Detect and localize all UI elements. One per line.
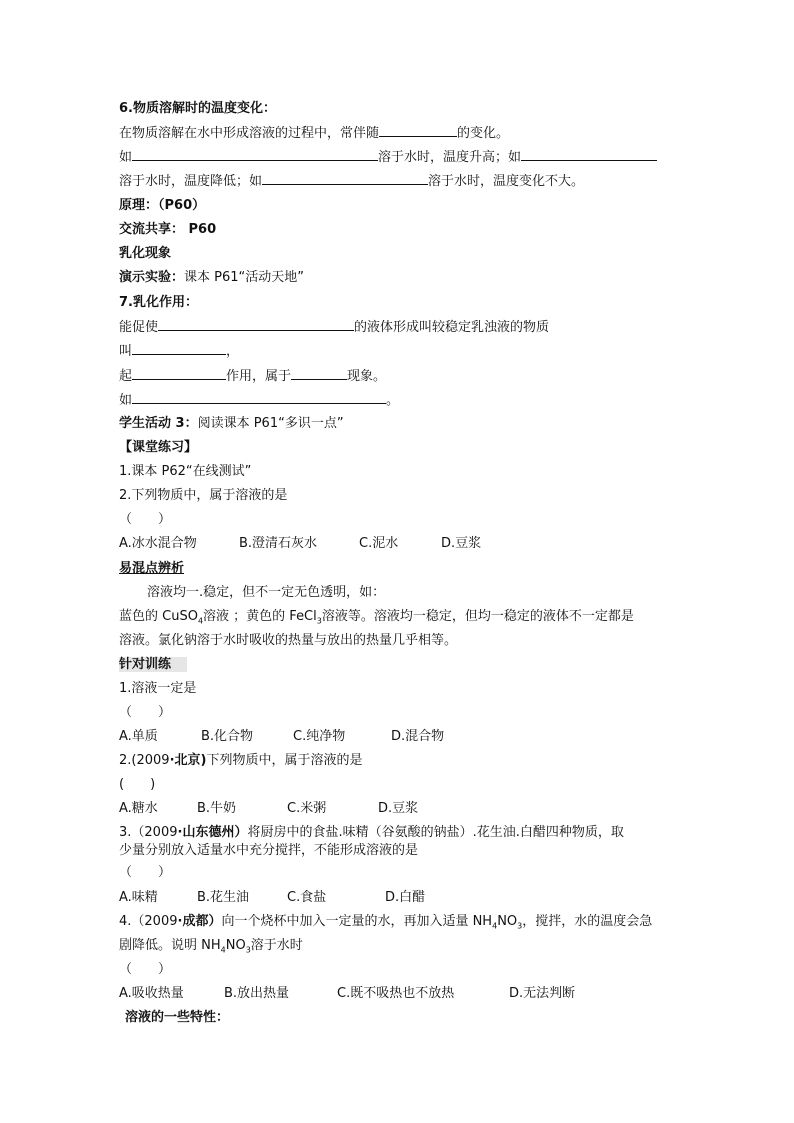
- blank-2[interactable]: [132, 148, 378, 161]
- s7-line-2: [119, 342, 239, 361]
- s6-line-1: [119, 124, 509, 143]
- training-q4: [119, 913, 652, 936]
- option-c[interactable]: C.纯净物: [293, 729, 346, 744]
- option-a[interactable]: A.冰水混合物: [119, 536, 197, 551]
- practice-q1: 1.课本 P62“在线测试”: [119, 464, 252, 479]
- option-b[interactable]: B.花生油: [197, 890, 250, 905]
- ruhua-heading: 乳化现象: [119, 246, 172, 261]
- text: 3.（2009: [119, 825, 178, 840]
- text: 溶于水时，温度变化不大。: [428, 174, 585, 189]
- text: 溶液 ；黄色的 FeCl: [203, 609, 317, 624]
- option-a[interactable]: A.味精: [119, 890, 158, 905]
- sub: 4: [492, 921, 498, 931]
- text: 课本 P61“活动天地”: [184, 270, 304, 285]
- training-q3-paren: （ ）: [119, 865, 172, 880]
- training-q4-options: [119, 985, 575, 1003]
- training-q2-options: [119, 800, 418, 818]
- training-heading: [119, 656, 187, 674]
- text: 溶液等。溶液均一稳定，但均一稳定的液体不一定都是: [321, 609, 634, 624]
- text: 叫: [119, 344, 133, 359]
- option-b[interactable]: B.牛奶: [197, 801, 237, 816]
- label: 演示实验：: [119, 270, 185, 285]
- confuse-p1: 溶液均一.稳定，但不一定无色透明，如：: [147, 585, 386, 600]
- practice-q2-options: [119, 535, 481, 553]
- training-q1-options: [119, 728, 444, 746]
- sub: 4: [220, 945, 226, 955]
- text: 下列物质中，属于溶液的是: [206, 753, 363, 768]
- text: ，: [226, 344, 240, 359]
- text: 作用，属于: [226, 369, 292, 384]
- label: 学生活动 3：: [119, 416, 198, 431]
- s7-line-4: [119, 391, 399, 410]
- blank-4[interactable]: [262, 172, 428, 185]
- text: 能促使: [119, 320, 159, 335]
- section-6-title: 6.物质溶解时的温度变化：: [119, 101, 276, 116]
- blank-1[interactable]: [379, 124, 457, 137]
- s7-line-3: [119, 367, 386, 386]
- blank-6[interactable]: [132, 342, 226, 355]
- sub: 4: [197, 616, 204, 626]
- s6-line-2: [119, 148, 657, 167]
- text: 溶于水时，温度降低；如: [119, 174, 263, 189]
- option-a[interactable]: A.吸收热量: [119, 986, 184, 1001]
- text: 如: [119, 393, 133, 408]
- source: ·北京): [169, 753, 207, 768]
- blank-3[interactable]: [521, 148, 657, 161]
- practice-q2: 2.下列物质中，属于溶液的是: [119, 488, 288, 503]
- option-d[interactable]: D.无法判断: [509, 986, 576, 1001]
- training-q4-line2: [119, 937, 303, 960]
- s7-line-1: [119, 318, 549, 337]
- heading-text: 针对训练: [119, 657, 187, 672]
- student-activity: [119, 415, 344, 433]
- text: 剧降低。说明 NH: [119, 938, 221, 953]
- training-q2: [119, 752, 362, 770]
- text: ，搅拌，水的温度会急: [522, 914, 653, 929]
- training-q2-paren: ( ): [119, 777, 156, 792]
- training-q1: 1.溶液一定是: [119, 681, 197, 696]
- yuanli: 原理：（P60）: [119, 198, 206, 213]
- text: 的变化。: [457, 126, 510, 141]
- blank-5[interactable]: [158, 318, 354, 331]
- option-c[interactable]: C.食盐: [287, 890, 327, 905]
- option-b[interactable]: B.化合物: [201, 729, 254, 744]
- yanshi: [119, 269, 304, 287]
- training-q3-options: [119, 889, 425, 907]
- option-d[interactable]: D.白醋: [385, 890, 426, 905]
- practice-heading: 【课堂练习】: [119, 440, 198, 455]
- blank-9[interactable]: [132, 391, 386, 404]
- text: 现象。: [347, 369, 387, 384]
- text: 蓝色的 CuSO: [119, 609, 198, 624]
- training-q3-line2: 少量分别放入适量水中充分搅拌，不能形成溶液的是: [119, 843, 419, 858]
- option-c[interactable]: C.泥水: [359, 536, 399, 551]
- training-q3: [119, 824, 624, 842]
- text: 2.(2009: [119, 753, 170, 768]
- blank-8[interactable]: [291, 367, 347, 380]
- confuse-p2: [119, 608, 634, 631]
- sub: 3: [316, 616, 322, 626]
- blank-7[interactable]: [132, 367, 226, 380]
- option-b[interactable]: B.澄清石灰水: [239, 536, 318, 551]
- text: NO: [225, 938, 246, 953]
- section-7-title: 7.乳化作用：: [119, 295, 198, 310]
- text: 溶于水时: [250, 938, 303, 953]
- option-a[interactable]: A.糖水: [119, 801, 158, 816]
- option-a[interactable]: A.单质: [119, 729, 158, 744]
- training-q1-paren: （ ）: [119, 705, 172, 720]
- option-d[interactable]: D.豆浆: [378, 801, 419, 816]
- text: 向一个烧杯中加入一定量的水，再加入适量 NH: [221, 914, 493, 929]
- text: NO: [497, 914, 518, 929]
- practice-q2-paren: （ ）: [119, 512, 172, 527]
- text: 溶于水时，温度升高；如: [378, 150, 522, 165]
- option-c[interactable]: C.既不吸热也不放热: [337, 986, 455, 1001]
- s6-line-3: [119, 172, 584, 191]
- text: 起: [119, 369, 133, 384]
- text: 4.（2009: [119, 914, 178, 929]
- source: ·成都）: [177, 914, 222, 929]
- text: 将厨房中的食盐.味精（谷氨酸的钠盐）.花生油.白醋四种物质，取: [247, 825, 624, 840]
- text: 如: [119, 150, 133, 165]
- confuse-heading: 易混点辨析: [119, 561, 185, 576]
- text: 。: [386, 393, 400, 408]
- solution-properties-heading: 溶液的一些特性：: [125, 1010, 230, 1025]
- training-q4-paren: （ ）: [119, 962, 172, 977]
- sub: 3: [517, 921, 523, 931]
- sub: 3: [245, 945, 251, 955]
- text: 阅读课本 P61“多识一点”: [197, 416, 344, 431]
- option-d[interactable]: D.混合物: [391, 729, 445, 744]
- jiaoliu: 交流共享： P60: [119, 222, 217, 237]
- option-d[interactable]: D.豆浆: [441, 536, 482, 551]
- text: 在物质溶解在水中形成溶液的过程中，常伴随: [119, 126, 380, 141]
- confuse-p3: 溶液。氯化钠溶于水时吸收的热量与放出的热量几乎相等。: [119, 633, 458, 648]
- text: 的液体形成叫较稳定乳浊液的物质: [354, 320, 550, 335]
- option-c[interactable]: C.米粥: [287, 801, 327, 816]
- source: ·山东德州）: [177, 825, 248, 840]
- option-b[interactable]: B.放出热量: [224, 986, 290, 1001]
